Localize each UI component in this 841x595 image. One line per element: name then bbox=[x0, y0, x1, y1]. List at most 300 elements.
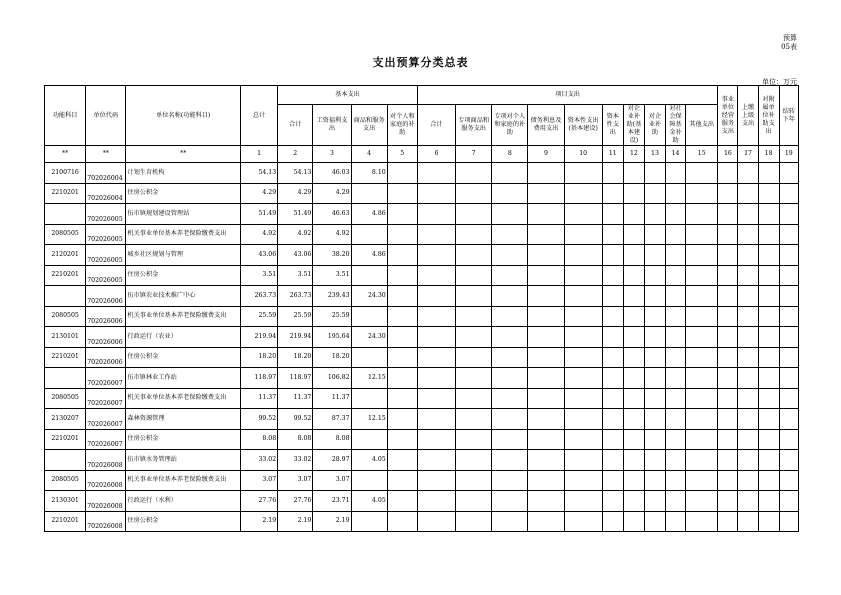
table-row bbox=[45, 163, 799, 184]
empty-cell bbox=[602, 511, 623, 532]
wage-cell: 87.37 bbox=[313, 409, 351, 430]
empty-cell bbox=[718, 429, 738, 450]
empty-cell bbox=[718, 306, 738, 327]
empty-cell bbox=[758, 491, 779, 512]
header-project-col: 对企业补助(基本建设) bbox=[623, 105, 644, 146]
empty-cell bbox=[528, 327, 564, 348]
empty-cell bbox=[738, 327, 758, 348]
unit-label: 单位：万元 bbox=[762, 78, 797, 86]
empty-cell bbox=[779, 327, 798, 348]
empty-cell bbox=[417, 511, 455, 532]
empty-cell bbox=[528, 183, 564, 204]
empty-cell bbox=[666, 450, 686, 471]
total-cell: 54.13 bbox=[240, 163, 277, 184]
header-basic-col: 合计 bbox=[278, 105, 313, 146]
empty-cell bbox=[602, 265, 623, 286]
basic-total-cell: 54.13 bbox=[278, 163, 313, 184]
column-index: 1 bbox=[240, 146, 277, 163]
empty-cell bbox=[718, 409, 738, 430]
empty-cell bbox=[758, 163, 779, 184]
empty-cell bbox=[602, 491, 623, 512]
empty-cell bbox=[644, 265, 665, 286]
empty-cell bbox=[417, 306, 455, 327]
empty-cell bbox=[528, 163, 564, 184]
header-basic-col: 工资福利支出 bbox=[313, 105, 351, 146]
empty-cell bbox=[417, 224, 455, 245]
form-number bbox=[781, 34, 797, 52]
header-project-col: 对企业补助 bbox=[644, 105, 665, 146]
empty-cell bbox=[417, 163, 455, 184]
empty-cell bbox=[623, 163, 644, 184]
empty-cell bbox=[387, 286, 417, 307]
table-row bbox=[45, 306, 799, 327]
basic-total-cell: 2.19 bbox=[278, 511, 313, 532]
empty-cell bbox=[528, 470, 564, 491]
total-cell: 99.52 bbox=[240, 409, 277, 430]
func-code-cell: 2080505 bbox=[45, 470, 86, 491]
empty-cell bbox=[738, 347, 758, 368]
func-code-cell: 2080505 bbox=[45, 306, 86, 327]
unit-name-cell: 机关事业单位基本养老保险缴费支出 bbox=[126, 470, 241, 491]
total-cell: 3.51 bbox=[240, 265, 277, 286]
empty-cell bbox=[492, 429, 528, 450]
total-cell: 4.92 bbox=[240, 224, 277, 245]
empty-cell bbox=[602, 245, 623, 266]
empty-cell bbox=[758, 265, 779, 286]
empty-cell bbox=[564, 245, 602, 266]
empty-cell bbox=[779, 224, 798, 245]
unit-name-cell: 住房公积金 bbox=[126, 511, 241, 532]
form-number-line1: 预算 bbox=[783, 34, 797, 42]
empty-cell bbox=[779, 265, 798, 286]
empty-cell bbox=[456, 163, 492, 184]
total-cell: 11.37 bbox=[240, 388, 277, 409]
header-basic-expenditure: 基本支出 bbox=[278, 86, 418, 105]
empty-cell bbox=[456, 265, 492, 286]
header-project-col: 其他支出 bbox=[686, 105, 718, 146]
empty-cell bbox=[738, 286, 758, 307]
total-cell: 33.02 bbox=[240, 450, 277, 471]
empty-cell bbox=[564, 368, 602, 389]
func-code-cell: 2120201 bbox=[45, 245, 86, 266]
column-index: 14 bbox=[666, 146, 686, 163]
empty-cell bbox=[686, 347, 718, 368]
empty-cell bbox=[564, 429, 602, 450]
func-code-cell: 2130207 bbox=[45, 409, 86, 430]
empty-cell bbox=[564, 409, 602, 430]
table-row bbox=[45, 204, 799, 225]
empty-cell bbox=[528, 286, 564, 307]
unit-code-cell: 702026006 bbox=[86, 306, 126, 327]
table-row bbox=[45, 429, 799, 450]
total-cell: 18.20 bbox=[240, 347, 277, 368]
empty-cell bbox=[387, 245, 417, 266]
empty-cell bbox=[564, 491, 602, 512]
empty-cell bbox=[602, 368, 623, 389]
header-total: 总计 bbox=[240, 86, 277, 146]
wage-cell: 3.07 bbox=[313, 470, 351, 491]
empty-cell bbox=[387, 347, 417, 368]
empty-cell bbox=[528, 347, 564, 368]
goods-cell bbox=[351, 511, 387, 532]
wage-cell: 239.43 bbox=[313, 286, 351, 307]
wage-cell: 46.63 bbox=[313, 204, 351, 225]
empty-cell bbox=[738, 409, 758, 430]
empty-cell bbox=[456, 368, 492, 389]
empty-cell bbox=[564, 204, 602, 225]
wage-cell: 2.19 bbox=[313, 511, 351, 532]
basic-total-cell: 99.52 bbox=[278, 409, 313, 430]
empty-cell bbox=[564, 450, 602, 471]
empty-cell bbox=[718, 163, 738, 184]
unit-name-cell: 住房公积金 bbox=[126, 265, 241, 286]
empty-cell bbox=[623, 429, 644, 450]
unit-code-cell: 702026004 bbox=[86, 163, 126, 184]
basic-total-cell: 18.20 bbox=[278, 347, 313, 368]
empty-cell bbox=[492, 306, 528, 327]
basic-total-cell: 43.06 bbox=[278, 245, 313, 266]
empty-cell bbox=[686, 306, 718, 327]
empty-cell bbox=[623, 224, 644, 245]
column-index: ** bbox=[126, 146, 241, 163]
empty-cell bbox=[528, 491, 564, 512]
table-row bbox=[45, 286, 799, 307]
empty-cell bbox=[492, 245, 528, 266]
empty-cell bbox=[602, 347, 623, 368]
empty-cell bbox=[666, 429, 686, 450]
unit-code-cell: 702026008 bbox=[86, 491, 126, 512]
empty-cell bbox=[686, 183, 718, 204]
header-project-col: 专项商品和服务支出 bbox=[456, 105, 492, 146]
header-carry-forward: 结转下年 bbox=[779, 86, 798, 146]
empty-cell bbox=[779, 245, 798, 266]
empty-cell bbox=[456, 183, 492, 204]
column-index: ** bbox=[86, 146, 126, 163]
empty-cell bbox=[738, 491, 758, 512]
total-cell: 8.08 bbox=[240, 429, 277, 450]
unit-code-cell: 702026006 bbox=[86, 347, 126, 368]
empty-cell bbox=[718, 470, 738, 491]
basic-total-cell: 27.76 bbox=[278, 491, 313, 512]
wage-cell: 25.59 bbox=[313, 306, 351, 327]
unit-name-cell: 伍市镇规划建设管理站 bbox=[126, 204, 241, 225]
empty-cell bbox=[718, 327, 738, 348]
unit-code-cell: 702026005 bbox=[86, 265, 126, 286]
header-basic-col: 对个人和家庭的补助 bbox=[387, 105, 417, 146]
column-index: 3 bbox=[313, 146, 351, 163]
empty-cell bbox=[564, 306, 602, 327]
empty-cell bbox=[758, 286, 779, 307]
empty-cell bbox=[666, 409, 686, 430]
func-code-cell: 2210201 bbox=[45, 429, 86, 450]
unit-name-cell: 计划生育机构 bbox=[126, 163, 241, 184]
basic-total-cell: 4.29 bbox=[278, 183, 313, 204]
empty-cell bbox=[417, 327, 455, 348]
empty-cell bbox=[718, 286, 738, 307]
empty-cell bbox=[564, 511, 602, 532]
empty-cell bbox=[779, 306, 798, 327]
empty-cell bbox=[602, 450, 623, 471]
empty-cell bbox=[387, 163, 417, 184]
empty-cell bbox=[564, 388, 602, 409]
empty-cell bbox=[387, 306, 417, 327]
empty-cell bbox=[528, 511, 564, 532]
goods-cell bbox=[351, 306, 387, 327]
unit-name-cell: 机关事业单位基本养老保险缴费支出 bbox=[126, 224, 241, 245]
empty-cell bbox=[417, 388, 455, 409]
empty-cell bbox=[686, 388, 718, 409]
empty-cell bbox=[666, 388, 686, 409]
empty-cell bbox=[623, 388, 644, 409]
table-row bbox=[45, 183, 799, 204]
func-code-cell: 2130301 bbox=[45, 491, 86, 512]
empty-cell bbox=[602, 163, 623, 184]
empty-cell bbox=[779, 511, 798, 532]
empty-cell bbox=[564, 183, 602, 204]
empty-cell bbox=[686, 368, 718, 389]
empty-cell bbox=[644, 204, 665, 225]
empty-cell bbox=[387, 450, 417, 471]
unit-name-cell: 城乡社区规划与管理 bbox=[126, 245, 241, 266]
empty-cell bbox=[644, 163, 665, 184]
header-business-service: 事业单位经营服务支出 bbox=[718, 86, 738, 146]
empty-cell bbox=[602, 224, 623, 245]
empty-cell bbox=[738, 163, 758, 184]
total-cell: 2.19 bbox=[240, 511, 277, 532]
empty-cell bbox=[758, 388, 779, 409]
column-index: 19 bbox=[779, 146, 798, 163]
unit-name-cell: 行政运行（农业） bbox=[126, 327, 241, 348]
basic-total-cell: 3.51 bbox=[278, 265, 313, 286]
empty-cell bbox=[492, 491, 528, 512]
empty-cell bbox=[417, 470, 455, 491]
empty-cell bbox=[666, 163, 686, 184]
empty-cell bbox=[758, 450, 779, 471]
unit-name-cell: 伍市镇林业工作站 bbox=[126, 368, 241, 389]
header-unit-name: 单位名称(功能科目) bbox=[126, 86, 241, 146]
empty-cell bbox=[666, 368, 686, 389]
empty-cell bbox=[564, 470, 602, 491]
basic-total-cell: 25.59 bbox=[278, 306, 313, 327]
empty-cell bbox=[779, 491, 798, 512]
func-code-cell: 2210201 bbox=[45, 347, 86, 368]
empty-cell bbox=[492, 286, 528, 307]
func-code-cell: 2210201 bbox=[45, 265, 86, 286]
empty-cell bbox=[779, 183, 798, 204]
goods-cell bbox=[351, 388, 387, 409]
unit-name-cell: 机关事业单位基本养老保险缴费支出 bbox=[126, 306, 241, 327]
goods-cell: 12.15 bbox=[351, 409, 387, 430]
column-index: 13 bbox=[644, 146, 665, 163]
empty-cell bbox=[456, 286, 492, 307]
goods-cell bbox=[351, 183, 387, 204]
wage-cell: 38.20 bbox=[313, 245, 351, 266]
unit-name-cell: 伍市镇农业技术推广中心 bbox=[126, 286, 241, 307]
empty-cell bbox=[644, 409, 665, 430]
empty-cell bbox=[686, 470, 718, 491]
empty-cell bbox=[456, 327, 492, 348]
empty-cell bbox=[528, 450, 564, 471]
unit-code-cell: 702026007 bbox=[86, 429, 126, 450]
empty-cell bbox=[387, 491, 417, 512]
empty-cell bbox=[758, 511, 779, 532]
empty-cell bbox=[602, 286, 623, 307]
empty-cell bbox=[602, 306, 623, 327]
empty-cell bbox=[779, 470, 798, 491]
empty-cell bbox=[564, 265, 602, 286]
empty-cell bbox=[602, 470, 623, 491]
empty-cell bbox=[779, 450, 798, 471]
empty-cell bbox=[758, 409, 779, 430]
column-index: 6 bbox=[417, 146, 455, 163]
empty-cell bbox=[758, 347, 779, 368]
unit-code-cell: 702026004 bbox=[86, 183, 126, 204]
empty-cell bbox=[387, 265, 417, 286]
column-index: 10 bbox=[564, 146, 602, 163]
wage-cell: 46.03 bbox=[313, 163, 351, 184]
empty-cell bbox=[492, 204, 528, 225]
empty-cell bbox=[738, 450, 758, 471]
empty-cell bbox=[718, 204, 738, 225]
empty-cell bbox=[417, 245, 455, 266]
basic-total-cell: 263.73 bbox=[278, 286, 313, 307]
empty-cell bbox=[779, 409, 798, 430]
goods-cell bbox=[351, 224, 387, 245]
empty-cell bbox=[456, 204, 492, 225]
empty-cell bbox=[564, 163, 602, 184]
unit-code-cell: 702026007 bbox=[86, 388, 126, 409]
empty-cell bbox=[387, 388, 417, 409]
wage-cell: 3.51 bbox=[313, 265, 351, 286]
empty-cell bbox=[528, 429, 564, 450]
empty-cell bbox=[758, 306, 779, 327]
empty-cell bbox=[738, 429, 758, 450]
column-index: 16 bbox=[718, 146, 738, 163]
empty-cell bbox=[718, 347, 738, 368]
func-code-cell: 2100716 bbox=[45, 163, 86, 184]
goods-cell: 4.05 bbox=[351, 450, 387, 471]
empty-cell bbox=[779, 368, 798, 389]
empty-cell bbox=[779, 388, 798, 409]
empty-cell bbox=[644, 450, 665, 471]
empty-cell bbox=[644, 327, 665, 348]
table-row bbox=[45, 265, 799, 286]
empty-cell bbox=[644, 511, 665, 532]
table-row bbox=[45, 347, 799, 368]
empty-cell bbox=[417, 286, 455, 307]
unit-code-cell: 702026006 bbox=[86, 327, 126, 348]
wage-cell: 8.08 bbox=[313, 429, 351, 450]
empty-cell bbox=[686, 204, 718, 225]
unit-name-cell: 机关事业单位基本养老保险缴费支出 bbox=[126, 388, 241, 409]
empty-cell bbox=[644, 388, 665, 409]
empty-cell bbox=[644, 245, 665, 266]
goods-cell: 4.05 bbox=[351, 491, 387, 512]
empty-cell bbox=[623, 204, 644, 225]
column-index: 2 bbox=[278, 146, 313, 163]
total-cell: 51.49 bbox=[240, 204, 277, 225]
empty-cell bbox=[417, 204, 455, 225]
empty-cell bbox=[623, 327, 644, 348]
table-row bbox=[45, 470, 799, 491]
empty-cell bbox=[623, 409, 644, 430]
header-project-col: 专项对个人和家庭的补助 bbox=[492, 105, 528, 146]
empty-cell bbox=[666, 245, 686, 266]
empty-cell bbox=[602, 409, 623, 430]
empty-cell bbox=[644, 470, 665, 491]
empty-cell bbox=[623, 245, 644, 266]
empty-cell bbox=[666, 470, 686, 491]
func-code-cell bbox=[45, 286, 86, 307]
empty-cell bbox=[718, 368, 738, 389]
empty-cell bbox=[686, 409, 718, 430]
empty-cell bbox=[492, 470, 528, 491]
empty-cell bbox=[644, 347, 665, 368]
empty-cell bbox=[666, 511, 686, 532]
empty-cell bbox=[492, 327, 528, 348]
empty-cell bbox=[738, 204, 758, 225]
empty-cell bbox=[738, 511, 758, 532]
empty-cell bbox=[528, 245, 564, 266]
header-project-expenditure: 项目支出 bbox=[417, 86, 718, 105]
empty-cell bbox=[644, 286, 665, 307]
empty-cell bbox=[492, 224, 528, 245]
unit-code-cell: 702026007 bbox=[86, 368, 126, 389]
empty-cell bbox=[564, 347, 602, 368]
expenditure-table bbox=[44, 85, 799, 532]
empty-cell bbox=[738, 183, 758, 204]
empty-cell bbox=[492, 450, 528, 471]
wage-cell: 18.20 bbox=[313, 347, 351, 368]
empty-cell bbox=[644, 224, 665, 245]
empty-cell bbox=[564, 327, 602, 348]
wage-cell: 11.37 bbox=[313, 388, 351, 409]
empty-cell bbox=[666, 204, 686, 225]
empty-cell bbox=[417, 409, 455, 430]
table-row bbox=[45, 511, 799, 532]
empty-cell bbox=[623, 511, 644, 532]
header-project-col: 资本性支出 bbox=[602, 105, 623, 146]
total-cell: 25.59 bbox=[240, 306, 277, 327]
total-cell: 263.73 bbox=[240, 286, 277, 307]
column-index: 15 bbox=[686, 146, 718, 163]
goods-cell: 12.15 bbox=[351, 368, 387, 389]
column-index: 18 bbox=[758, 146, 779, 163]
empty-cell bbox=[666, 306, 686, 327]
empty-cell bbox=[758, 204, 779, 225]
header-remit-superior: 上缴上级支出 bbox=[738, 86, 758, 146]
empty-cell bbox=[492, 368, 528, 389]
total-cell: 27.76 bbox=[240, 491, 277, 512]
empty-cell bbox=[686, 265, 718, 286]
empty-cell bbox=[666, 327, 686, 348]
empty-cell bbox=[602, 183, 623, 204]
table-row bbox=[45, 327, 799, 348]
column-index: 12 bbox=[623, 146, 644, 163]
empty-cell bbox=[417, 265, 455, 286]
empty-cell bbox=[644, 368, 665, 389]
empty-cell bbox=[564, 224, 602, 245]
table-row bbox=[45, 368, 799, 389]
empty-cell bbox=[387, 368, 417, 389]
empty-cell bbox=[738, 245, 758, 266]
basic-total-cell: 219.94 bbox=[278, 327, 313, 348]
goods-cell: 24.30 bbox=[351, 286, 387, 307]
unit-code-cell: 702026006 bbox=[86, 286, 126, 307]
basic-total-cell: 4.92 bbox=[278, 224, 313, 245]
column-index: 4 bbox=[351, 146, 387, 163]
table-row bbox=[45, 450, 799, 471]
